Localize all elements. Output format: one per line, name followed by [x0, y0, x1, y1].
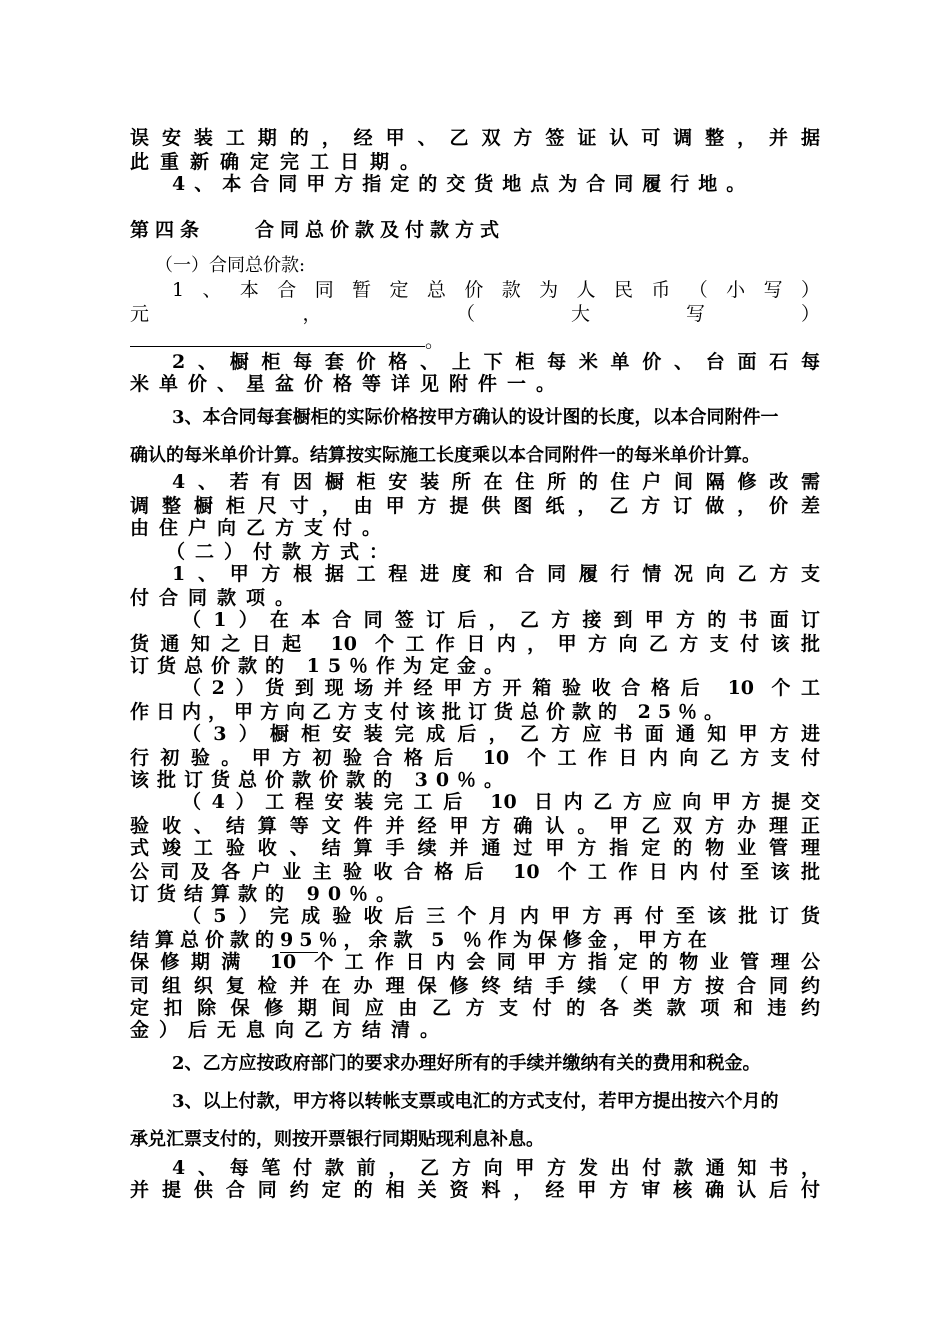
text-line: 定扣除保修期间应由乙方支付的各类款项和违约	[130, 997, 820, 1019]
text-line: 此重新确定完工日期。	[130, 151, 431, 173]
text-line: （二）付款方式：	[166, 541, 399, 563]
period: 。	[425, 330, 445, 352]
text-line: （3）橱柜安装完成后，乙方应书面通知甲方进	[182, 723, 820, 745]
text-line: 确认的每米单价计算。结算按实际施工长度乘以本合同附件一的每米单价计算。	[130, 445, 760, 466]
text-line: 订货结算款的 90％。	[130, 883, 404, 905]
text-line: 1、甲方根据工程进度和合同履行情况向乙方支	[172, 563, 820, 585]
text-line: 3、以上付款，甲方将以转帐支票或电汇的方式支付，若甲方提出按六个月的	[172, 1091, 779, 1112]
text-line: （4）工程安装完工后 10 日内乙方应向甲方提交	[182, 791, 820, 813]
text-line: 误安装工期的，经甲、乙双方签证认可调整，并据	[130, 127, 820, 149]
text-line: （5）完成验收后三个月内甲方再付至该批订货	[182, 905, 820, 927]
text-line: 该批订货总价款价款的 30％。	[130, 769, 512, 791]
text-line: 承兑汇票支付的，则按开票银行同期贴现利息补息。	[130, 1129, 544, 1150]
text-line: （1）在本合同签订后，乙方接到甲方的书面订	[182, 609, 820, 631]
text-line: 4、本合同甲方指定的交货地点为合同履行地。	[172, 173, 755, 195]
text-line: 并提供合同约定的相关资料，经甲方审核确认后付	[130, 1179, 820, 1201]
text-line: 2、橱柜每套价格、上下柜每米单价、台面石每	[172, 351, 820, 373]
text-line: 米单价、星盆价格等详见附件一。	[130, 373, 566, 395]
text-line: 4、每笔付款前，乙方向甲方发出付款通知书，	[172, 1157, 820, 1179]
text-line: 行初验。甲方初验合格后 10 个工作日内向乙方支付	[130, 747, 820, 769]
text-line: 金）后无息向乙方结清。	[130, 1019, 450, 1041]
text-line: 4、若有因橱柜安装所在住所的住户间隔修改需	[172, 471, 820, 493]
text-line: 付合同款项。	[130, 587, 305, 609]
text-line: 2、乙方应按政府部门的要求办理好所有的手续并缴纳有关的费用和税金。	[172, 1053, 761, 1074]
text-line: 作日内，甲方向乙方支付该批订货总价款的 25％。	[130, 701, 731, 723]
text-line: 公司及各户业主验收合格后 10 个工作日内付至该批	[130, 861, 820, 883]
text-line: 司组织复检并在办理保修终结手续（甲方按合同约	[130, 975, 820, 997]
text-line: 3、本合同每套橱柜的实际价格按甲方确认的设计图的长度，以本合同附件一	[172, 407, 779, 428]
text-line: 调整橱柜尺寸，由甲方提供图纸，乙方订做，价差	[130, 495, 820, 517]
text-line: 由住户向乙方支付。	[130, 517, 392, 539]
text-segment: 结算总价款的	[130, 929, 281, 951]
text-line: 式竣工验收、结算手续并通过甲方指定的物业管理	[130, 837, 820, 859]
text-line: 验收、结算等文件并经甲方确认。甲乙双方办理正	[130, 815, 820, 837]
text-line: 订货总价款的 15％作为定金。	[130, 655, 512, 677]
section-heading: 第四条 合同总价款及付款方式	[130, 219, 506, 241]
text-line: 元 ， （ 大 写 ）	[130, 303, 820, 325]
text-line: 保修期满 10 个工作日内会同甲方指定的物业管理公	[130, 951, 820, 973]
blank-underline	[130, 326, 425, 347]
text-line: （2）货到现场并经甲方开箱验收合格后 10 个工	[182, 677, 820, 699]
text-segment: ％，余款 5 ％作为保修金，甲方在	[318, 929, 713, 951]
text-line: 1、本合同暂定总价款为人民币（小写）	[172, 279, 820, 301]
filled-blank-value: 95	[280, 929, 319, 951]
text-line: 货通知之日起 10 个工作日内，甲方向乙方支付该批	[130, 633, 820, 655]
text-line	[130, 326, 820, 353]
text-line: （一）合同总价款:	[155, 255, 306, 276]
